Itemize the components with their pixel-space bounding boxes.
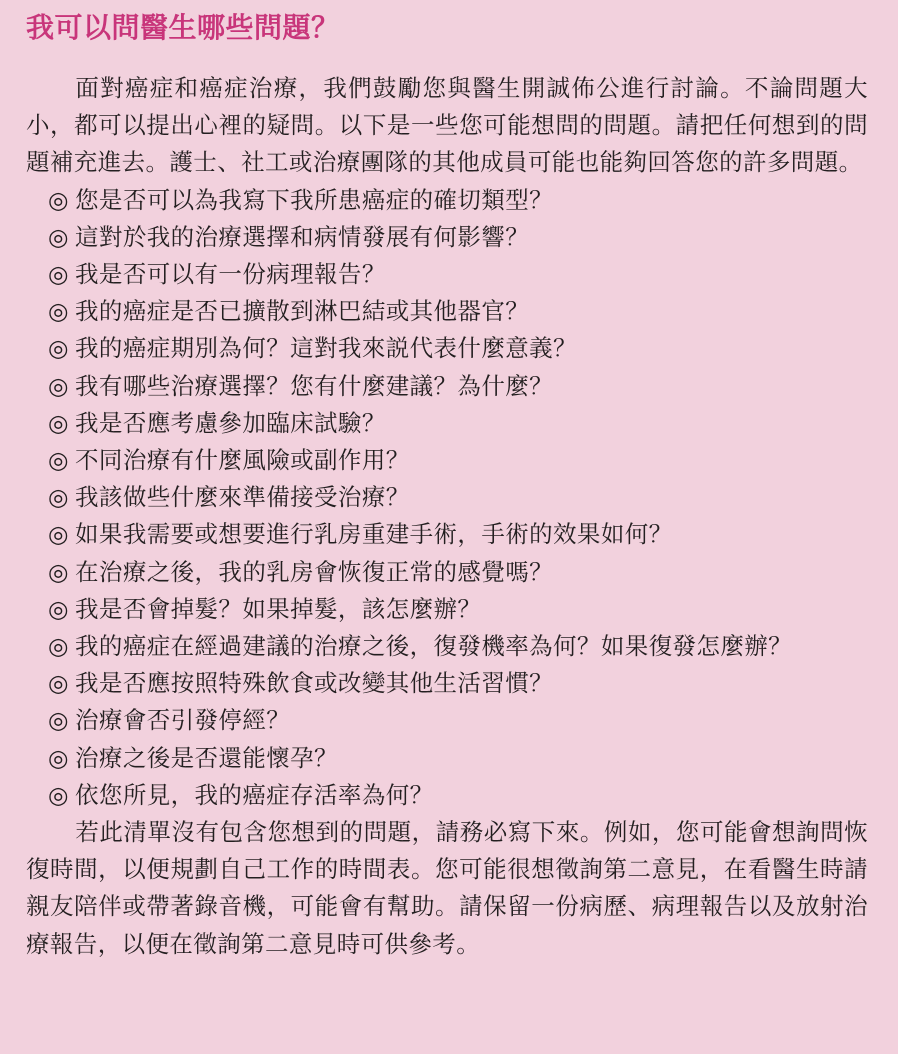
bullet-icon: ◎ (48, 594, 69, 623)
bullet-icon: ◎ (48, 371, 69, 400)
list-item (48, 219, 868, 256)
bullet-icon: ◎ (48, 408, 69, 437)
list-item (48, 442, 868, 479)
bullet-icon: ◎ (48, 260, 69, 289)
bullet-icon: ◎ (48, 669, 69, 698)
question-text: 治療會否引發停經？ (75, 706, 291, 735)
question-text: 在治療之後，我的乳房會恢復正常的感覺嗎？ (75, 557, 554, 586)
question-text: 我的癌症是否已擴散到淋巴結或其他器官？ (75, 297, 530, 326)
outro-paragraph: 若此清單沒有包含您想到的問題，請務必寫下來。例如，您可能會想詢問恢復時間，以便規劃自己工作的時間表。您可能很想徵詢第二意見，在看醫生時請親友陪伴或帶著錄音機，可能會有幫助。請保留一份病歷、病理報告以及放射治療報告，以便在徵詢第二意見時可供參考。 (26, 818, 868, 958)
list-item (48, 405, 868, 442)
question-text: 我是否可以有一份病理報告？ (75, 260, 386, 289)
bullet-icon: ◎ (48, 222, 69, 251)
bullet-icon: ◎ (48, 557, 69, 586)
bullet-icon: ◎ (48, 334, 69, 363)
list-item (48, 182, 868, 219)
question-text: 我的癌症期別為何？這對我來説代表什麼意義？ (75, 334, 577, 363)
list-item (48, 293, 868, 330)
list-item (48, 740, 868, 777)
list-item (48, 554, 868, 591)
question-text: 依您所見，我的癌症存活率為何？ (75, 780, 434, 809)
list-item (48, 330, 868, 367)
list-item (48, 368, 868, 405)
bullet-icon: ◎ (48, 297, 69, 326)
question-text: 您是否可以為我寫下我所患癌症的確切類型？ (75, 185, 554, 214)
page-title: 我可以問醫生哪些問題？ (26, 11, 340, 44)
list-item (48, 516, 868, 553)
question-text: 我有哪些治療選擇？您有什麼建議？為什麼？ (75, 371, 554, 400)
question-text: 我是否會掉髮？如果掉髮，該怎麼辦？ (75, 594, 482, 623)
question-list (26, 182, 868, 814)
question-text: 治療之後是否還能懷孕？ (75, 743, 338, 772)
bullet-icon: ◎ (48, 780, 69, 809)
question-text: 我該做些什麼來準備接受治療？ (75, 483, 410, 512)
bullet-icon: ◎ (48, 483, 69, 512)
question-text: 不同治療有什麼風險或副作用？ (75, 446, 410, 475)
list-item (48, 479, 868, 516)
bullet-icon: ◎ (48, 706, 69, 735)
list-item (48, 702, 868, 739)
question-text: 我是否應考慮參加臨床試驗？ (75, 408, 386, 437)
bullet-icon: ◎ (48, 632, 69, 661)
bullet-icon: ◎ (48, 185, 69, 214)
intro-paragraph: 面對癌症和癌症治療，我們鼓勵您與醫生開誠佈公進行討論。不論問題大小，都可以提出心裡的疑問。以下是一些您可能想問的問題。請把任何想到的問題補充進去。護士、社工或治療團隊的其他成員可能也能夠回答您的許多問題。 (26, 74, 868, 177)
list-item (48, 628, 868, 665)
question-text: 這對於我的治療選擇和病情發展有何影響？ (75, 222, 530, 251)
list-item (48, 591, 868, 628)
bullet-icon: ◎ (48, 520, 69, 549)
list-item (48, 665, 868, 702)
bullet-icon: ◎ (48, 743, 69, 772)
question-text: 我的癌症在經過建議的治療之後，復發機率為何？如果復發怎麼辦？ (75, 632, 793, 661)
bullet-icon: ◎ (48, 446, 69, 475)
list-item (48, 256, 868, 293)
question-text: 如果我需要或想要進行乳房重建手術，手術的效果如何？ (75, 520, 673, 549)
list-item (48, 777, 868, 814)
question-text: 我是否應按照特殊飲食或改變其他生活習慣？ (75, 669, 554, 698)
